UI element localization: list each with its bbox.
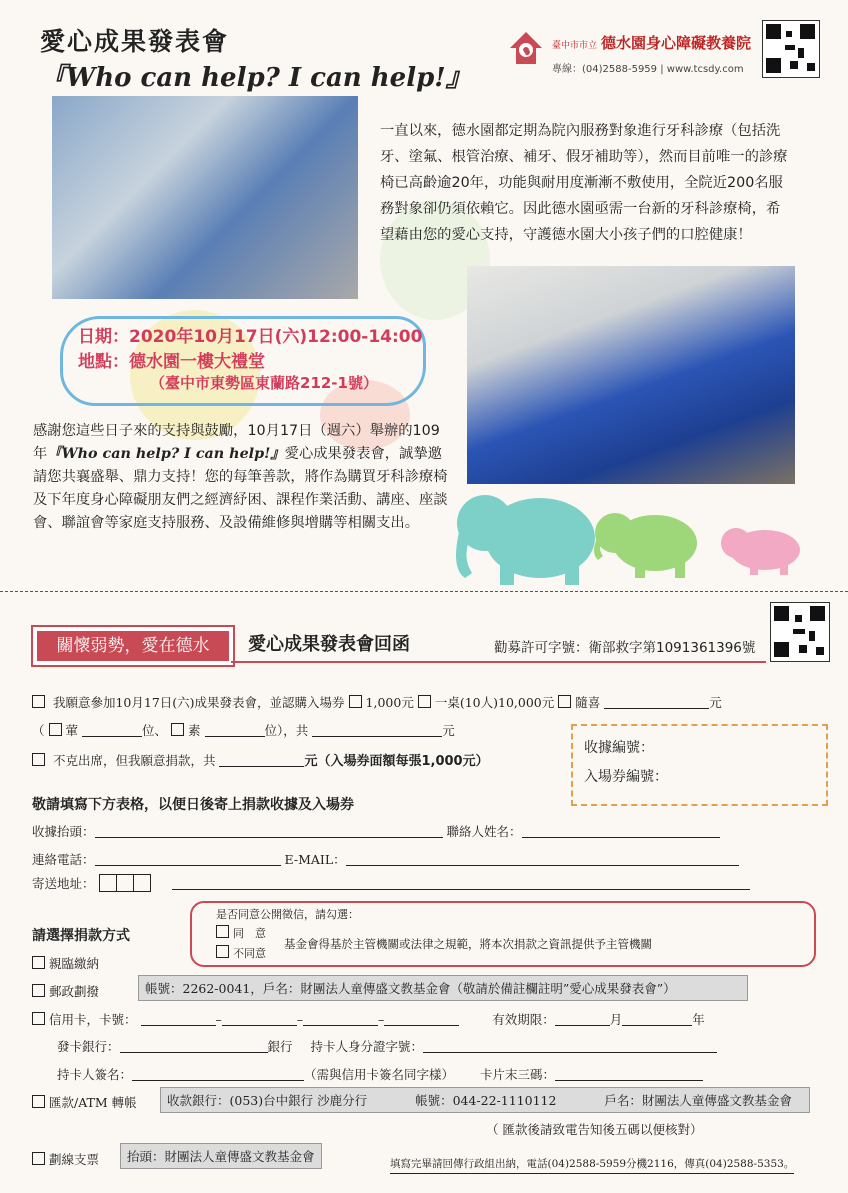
card-number-field[interactable] — [384, 1012, 459, 1026]
disagree-checkbox[interactable] — [216, 945, 229, 958]
dental-chair-photo — [467, 266, 795, 484]
check-label: 劃線支票 — [49, 1152, 100, 1167]
footer-note: 填寫完畢請回傳行政組出納，電話(04)2588-5959分機2116，傳真(04)2588-5353。 — [390, 1156, 794, 1174]
consent-question: 是否同意公開徵信，請勾選： — [216, 908, 359, 921]
total-amount-field[interactable] — [312, 723, 442, 737]
attend-label: 我願意參加10月17日(六)成果發表會，並認購入場券 — [52, 695, 345, 710]
cut-line — [0, 591, 848, 592]
veg-label: 素 — [188, 723, 201, 738]
remit-name: 戶名：財團法人童傳盛文教基金會 — [604, 1093, 792, 1108]
remit-checkbox[interactable] — [32, 1095, 45, 1108]
thanks-part2: 愛心成果發表會，誠摯邀請您共襄盛舉、鼎力支持！您的每筆善款，將作為購買牙科診療椅及下年度身心障礙朋友們之經濟紓困、課程作業活動、講座、座談會、聯誼會等家庭支持服務、及設備維修與增購等相關支出。 — [33, 446, 448, 531]
issuing-bank-field[interactable] — [120, 1039, 268, 1053]
veg-count-field[interactable] — [205, 723, 265, 737]
phone-label: 連絡電話： — [32, 852, 95, 867]
holder-id-field[interactable] — [423, 1039, 717, 1053]
in-person-row — [32, 954, 99, 972]
year-label: 年 — [692, 1012, 705, 1027]
postal-label: 郵政劃撥 — [49, 984, 100, 999]
thanks-part1: 感謝您這些日子來的支持與鼓勵，10月17日（週六）舉辦的109年 — [33, 423, 440, 462]
consent-note: 基金會得基於主管機關或法律之規範，將本次捐款之資訊提供予主管機關 — [284, 937, 652, 951]
phone-row — [32, 850, 739, 868]
dental-checkup-photo — [52, 96, 358, 299]
disagree-label: 不同意 — [233, 947, 266, 960]
free-amount-field[interactable] — [604, 695, 709, 709]
remit-row — [32, 1093, 137, 1111]
page-title: 愛心成果發表會 — [40, 27, 230, 56]
remit-account: 帳號：044-22-1110112 — [415, 1093, 557, 1108]
agree-label: 同 意 — [233, 927, 266, 940]
expiry-label: 有效期限： — [492, 1012, 555, 1027]
donate-checkbox[interactable] — [32, 753, 45, 766]
receipt-title-field[interactable] — [95, 824, 443, 838]
ticket-1000-checkbox[interactable] — [349, 695, 362, 708]
postal-info: 帳號：2262-0041，戶名：財團法人童傳盛文教基金會（敬請於備註欄註明”愛心成果發表會”） — [138, 975, 748, 1001]
issuing-bank-label: 發卡銀行： — [57, 1039, 120, 1054]
form-title: 愛心成果發表會回函 — [248, 634, 410, 655]
donate-note: 元（入場券面額每張1,000元） — [304, 754, 489, 769]
agree-row — [216, 925, 266, 941]
attend-checkbox[interactable] — [32, 695, 45, 708]
yuan-label: 元 — [442, 723, 455, 738]
card-number-field[interactable] — [222, 1012, 297, 1026]
postal-checkbox[interactable] — [32, 984, 45, 997]
contact-name-label: 聯絡人姓名： — [446, 824, 522, 839]
meal-row — [32, 721, 455, 739]
intro-paragraph: 一直以來，德水園都定期為院內服務對象進行牙科診療（包括洗牙、塗氟、根管治療、補牙、假牙補助等），然而目前唯一的診療椅已高齡逾20年，功能與耐用度漸漸不敷使用，全院近200名服務對象卻仍須依賴它。因此德水園亟需一台新的牙科診療椅，希望藉由您的愛心支持，守護德水園大小孩子們的口腔健康！ — [380, 123, 788, 243]
receipt-title-label: 收據抬頭： — [32, 824, 95, 839]
paren-open: （ — [32, 723, 45, 738]
expiry-month-field[interactable] — [555, 1012, 610, 1026]
remit-label: 匯款/ATM 轉帳 — [49, 1095, 137, 1110]
ticket-table-checkbox[interactable] — [418, 695, 431, 708]
disagree-row — [216, 945, 266, 961]
donate-label: 不克出席，但我願意捐款，共 — [52, 753, 216, 768]
credit-label: 信用卡，卡號： — [49, 1012, 137, 1027]
remit-note: （ 匯款後請致電告知後五碼以便核對） — [486, 1122, 703, 1137]
last-digits-label: 卡片末三碼： — [480, 1067, 556, 1082]
address-field[interactable] — [172, 876, 750, 890]
header-divider — [231, 661, 766, 663]
fill-instruction: 敬請填寫下方表格，以便日後寄上捐款收據及入場券 — [32, 797, 354, 813]
check-info: 抬頭：財團法人童傳盛文教基金會 — [120, 1143, 322, 1169]
remit-info — [160, 1087, 810, 1113]
qr-code-icon — [762, 20, 820, 78]
sign-note: （需與信用卡簽名同字樣） — [304, 1067, 455, 1082]
ticket-free-label: 隨喜 — [575, 695, 601, 710]
zip-box[interactable] — [99, 874, 117, 892]
ticket-free-checkbox[interactable] — [558, 695, 571, 708]
page-subtitle: 『Who can help? I can help!』 — [40, 63, 472, 93]
event-place: 地點：德水園一樓大禮堂 — [78, 352, 265, 372]
in-person-label: 親臨繳納 — [49, 956, 100, 971]
holder-sign-field[interactable] — [132, 1067, 304, 1081]
seat-b-label: 位），共 — [264, 723, 309, 738]
ticket-number-label: 入場券編號： — [584, 769, 668, 785]
event-address: （臺中市東勢區東蘭路212-1號） — [150, 374, 378, 392]
card-number-field[interactable] — [141, 1012, 216, 1026]
form-banner-text: 關懷弱勢，愛在德水 — [37, 631, 229, 661]
org-city: 臺中市市立 — [552, 41, 598, 51]
ticket-1000-label: 1,000元 — [365, 695, 414, 710]
elephant-icon — [440, 488, 820, 588]
payment-title: 請選擇捐款方式 — [32, 928, 130, 944]
check-row — [32, 1150, 99, 1168]
last-digits-field[interactable] — [555, 1067, 703, 1081]
holder-sign-row — [57, 1065, 703, 1083]
donate-amount-field[interactable] — [219, 753, 304, 767]
donate-row — [32, 750, 489, 769]
address-label: 寄送地址： — [32, 876, 95, 891]
bank-label: 銀行 — [267, 1039, 293, 1054]
yuan-label: 元 — [709, 695, 722, 710]
email-label: E-MAIL： — [284, 852, 346, 867]
agree-checkbox[interactable] — [216, 925, 229, 938]
org-name: 德水園身心障礙教養院 — [601, 34, 752, 52]
card-number-field[interactable] — [303, 1012, 378, 1026]
month-label: 月 — [609, 1012, 623, 1027]
meat-count-field[interactable] — [82, 723, 142, 737]
receipt-number-label: 收據編號： — [584, 740, 654, 756]
seat-a-label: 位、 — [142, 723, 168, 738]
ticket-table-label: 一桌(10人)10,000元 — [434, 695, 555, 710]
phone-field[interactable] — [95, 852, 281, 866]
thanks-paragraph — [33, 420, 448, 535]
holder-sign-label: 持卡人簽名： — [57, 1067, 133, 1082]
issuing-bank-row — [57, 1037, 717, 1055]
remit-bank: 收款銀行：(053)台中銀行 沙鹿分行 — [167, 1093, 368, 1108]
event-date: 日期：2020年10月17日(六)12:00-14:00 — [78, 327, 423, 347]
holder-id-label: 持卡人身分證字號： — [310, 1039, 424, 1054]
veg-checkbox[interactable] — [171, 723, 184, 736]
qr-code-icon — [770, 602, 830, 662]
email-field[interactable] — [346, 852, 739, 866]
meat-checkbox[interactable] — [49, 723, 62, 736]
receipt-title-row — [32, 822, 720, 840]
attend-row — [32, 693, 722, 711]
meat-label: 葷 — [65, 723, 79, 738]
zip-box[interactable] — [134, 874, 151, 892]
address-row — [32, 874, 750, 892]
logo-icon — [506, 28, 546, 68]
permit-number: 勸募許可字號：衛部救字第1091361396號 — [494, 640, 756, 656]
credit-checkbox[interactable] — [32, 1012, 45, 1025]
credit-row: 信用卡，卡號： – – – 有效期限： 月 年 — [32, 1010, 705, 1028]
thanks-highlight: 『Who can help? I can help!』 — [47, 446, 285, 462]
zip-box[interactable] — [117, 874, 134, 892]
postal-row — [32, 982, 99, 1000]
check-checkbox[interactable] — [32, 1152, 45, 1165]
contact-name-field[interactable] — [522, 824, 720, 838]
in-person-checkbox[interactable] — [32, 956, 45, 969]
expiry-year-field[interactable] — [622, 1012, 692, 1026]
form-banner — [31, 625, 235, 667]
org-contact: 專線：(04)2588-5959 | www.tcsdy.com — [552, 64, 744, 75]
